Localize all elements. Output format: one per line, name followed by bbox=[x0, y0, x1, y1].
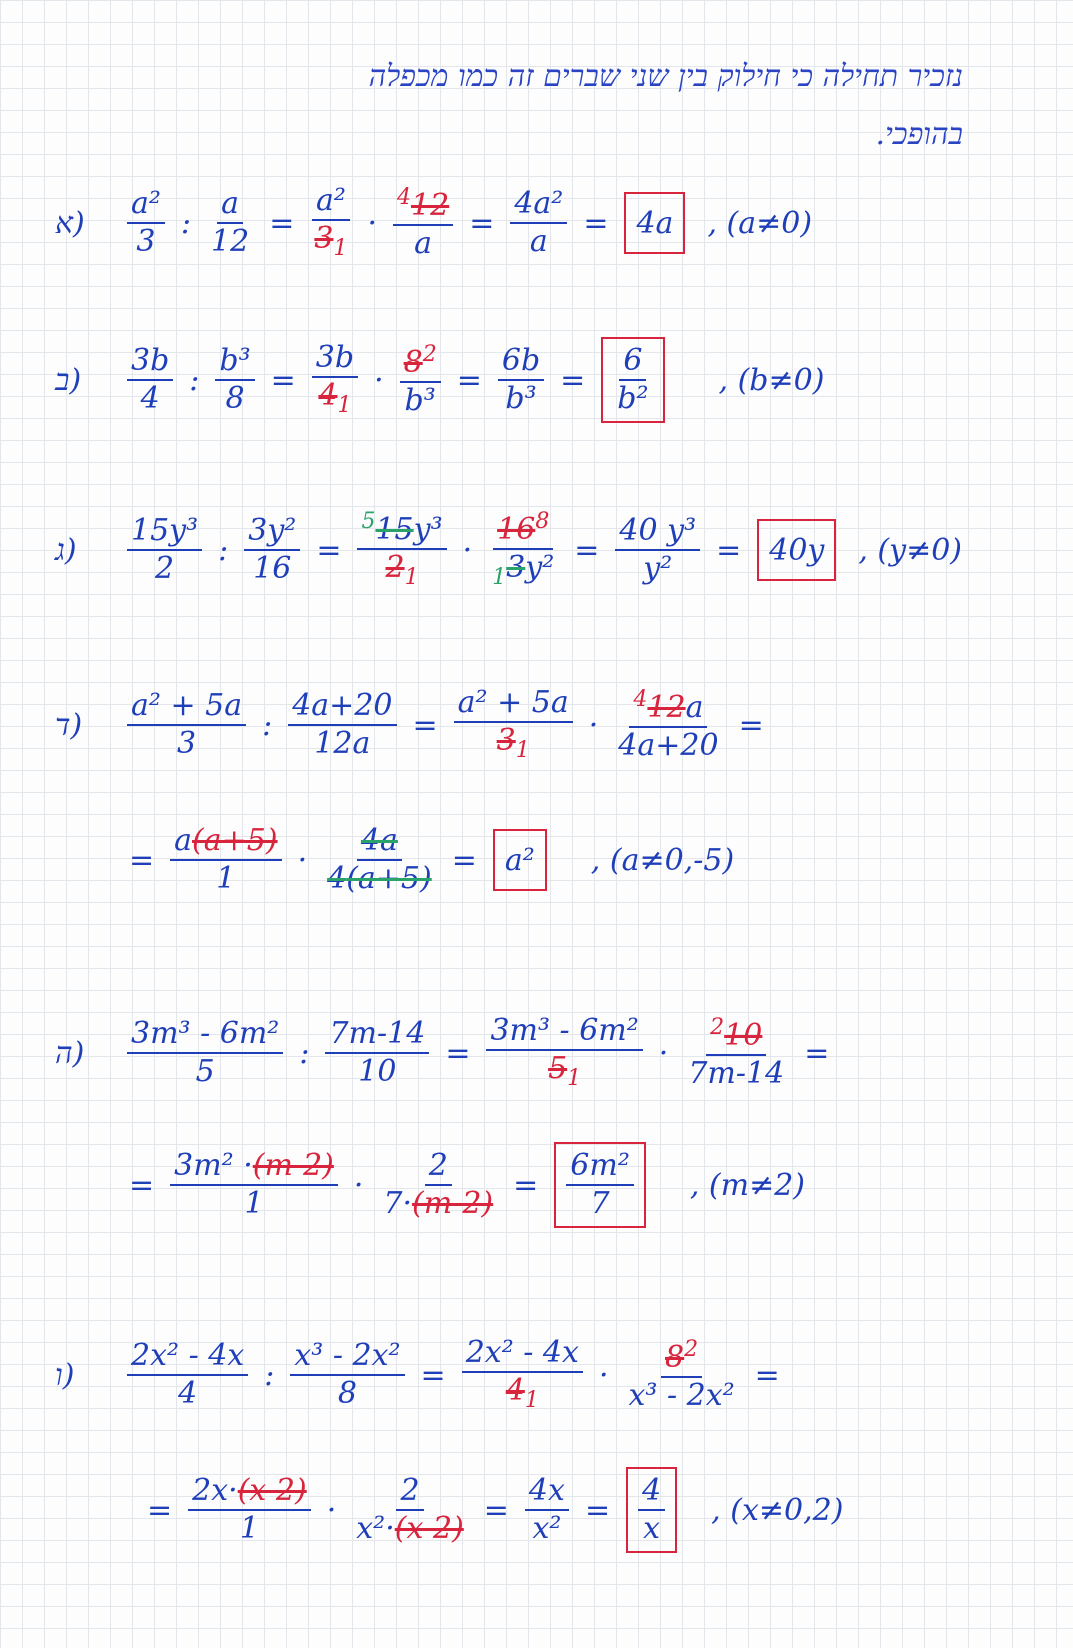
answer-box: a² bbox=[493, 829, 547, 891]
exercise-6: ו) $\frac{\text{2x² - 4x}}{4}$ : $\frac{\text{x³ - 2x²}}{8}$ = $\frac{\text{2x² - 4x}}{4_1}$ · $\frac{8^2}{\text{x³ - 2x²}}$ = bbox=[55, 1334, 780, 1414]
fraction: $\frac{2x\cdot(x-2)}{1}$ bbox=[188, 1475, 311, 1546]
condition: , (m≠2) bbox=[689, 1167, 805, 1203]
condition: , (x≠0,2) bbox=[711, 1492, 844, 1528]
exercise-5: ה) $\frac{\text{3m³ - 6m²}}{5}$ : $\frac{7m-14}{10}$ = $\frac{\text{3m³ - 6m²}}{5_1}$ · $\frac{^210}{7m-14}$ = bbox=[55, 1012, 830, 1092]
fraction: $\frac{8^2}{\text{x³ - 2x²}}$ bbox=[628, 1336, 735, 1413]
fraction: $\frac{2}{7\cdot(m-2)}$ bbox=[383, 1147, 494, 1221]
intro-line-2: בהופכי. bbox=[875, 117, 963, 152]
answer-box: $\frac{4}{x}$ bbox=[626, 1467, 677, 1554]
fraction: $\frac{3b}{4_1}$ bbox=[312, 342, 358, 418]
fraction: $\frac{\text{4a²}}{a}$ bbox=[510, 188, 567, 259]
fraction: $\frac{4a+20}{12a}$ bbox=[288, 690, 396, 761]
fraction: $\frac{3b}{4}$ bbox=[127, 345, 173, 416]
exercise-4-continued: = $\frac{a(a+5)}{1}$ · $\frac{4a}{4(a+5)}$ = a² , (a≠0,-5) bbox=[129, 822, 735, 896]
answer-box: $\frac{\text{6m²}}{7}$ bbox=[554, 1142, 646, 1229]
condition: , (a≠0,-5) bbox=[590, 842, 735, 878]
exercise-1: א) $\frac{\text{a²}}{3}$ : $\frac{a}{12}$ = $\frac{\text{a²}}{3_1}$ · $\frac{^412}{a}$ = $\frac{\text{4a²}}{a}$ = 4a , (a≠0) bbox=[55, 182, 813, 262]
condition: , (y≠0) bbox=[858, 532, 963, 568]
fraction: $\frac{16^8}{_13y^2}$ bbox=[492, 508, 555, 591]
fraction: $\frac{^412}{a}$ bbox=[393, 186, 453, 261]
fraction: $\frac{\text{a²}}{3_1}$ bbox=[310, 185, 351, 261]
fraction: $\frac{7m-14}{10}$ bbox=[325, 1018, 429, 1089]
fraction: $\frac{\text{15y³}}{2}$ bbox=[127, 515, 202, 586]
condition: , (b≠0) bbox=[718, 362, 825, 398]
intro-text bbox=[63, 48, 963, 164]
fraction: $\frac{4a}{4(a+5)}$ bbox=[327, 822, 432, 896]
fraction: $\frac{a(a+5)}{1}$ bbox=[170, 825, 281, 896]
fraction: $\frac{\text{a² + 5a}}{3_1}$ bbox=[454, 687, 573, 763]
fraction: $\frac{\text{3m² ·(m-2)}}{1}$ bbox=[170, 1150, 338, 1221]
fraction: $\frac{\text{a² + 5a}}{3}$ bbox=[127, 690, 246, 761]
fraction: $\frac{\text{b³}}{8}$ bbox=[215, 345, 254, 416]
fraction: $\frac{\text{40 y³}}{\text{y²}}$ bbox=[615, 515, 700, 586]
exercise-label: ה) bbox=[55, 1035, 85, 1071]
exercise-label: ב) bbox=[55, 362, 82, 398]
fraction: $\frac{\text{2x² - 4x}}{4_1}$ bbox=[462, 1337, 583, 1413]
exercise-label: ו) bbox=[55, 1357, 75, 1393]
condition: , (a≠0) bbox=[707, 205, 813, 241]
fraction: $\frac{^210}{7m-14}$ bbox=[688, 1014, 785, 1091]
fraction: $\frac{\text{3y²}}{16}$ bbox=[244, 515, 300, 586]
fraction: $\frac{\text{3m³ - 6m²}}{5_1}$ bbox=[486, 1015, 642, 1091]
intro-line-1: נזכיר תחילה כי חילוק בין שני שברים זה כמו מכפלה bbox=[368, 59, 963, 94]
exercise-5-continued: = $\frac{\text{3m² ·(m-2)}}{1}$ · $\frac{2}{7\cdot(m-2)}$ = $\frac{\text{6m²}}{7}$ , (m≠2) bbox=[55, 1140, 1073, 1230]
fraction: $\frac{2}{\text{x²·(x-2)}}$ bbox=[356, 1472, 464, 1546]
exercise-6-continued: = $\frac{2x\cdot(x-2)}{1}$ · $\frac{2}{\text{x²·(x-2)}}$ = $\frac{4x}{\text{x²}}$ = $\frac{4}{x}$ , (x≠0,2) bbox=[55, 1465, 1073, 1555]
exercise-label: ג) bbox=[55, 532, 77, 568]
fraction: $\frac{\text{3m³ - 6m²}}{5}$ bbox=[127, 1018, 283, 1089]
fraction: $\frac{^412a}{4a+20}$ bbox=[618, 686, 719, 763]
exercise-4: ד) $\frac{\text{a² + 5a}}{3}$ : $\frac{4a+20}{12a}$ = $\frac{\text{a² + 5a}}{3_1}$ · $\frac{^412a}{4a+20}$ = bbox=[55, 684, 764, 764]
answer-box: 40y bbox=[757, 519, 836, 581]
exercise-label: ד) bbox=[55, 707, 83, 743]
fraction: $\frac{4x}{\text{x²}}$ bbox=[525, 1475, 569, 1546]
fraction: $\frac{^515y^3}{2_1}$ bbox=[357, 510, 446, 590]
fraction: $\frac{\text{x³ - 2x²}}{8}$ bbox=[290, 1340, 404, 1411]
fraction: $\frac{6b}{\text{b³}}$ bbox=[498, 345, 544, 416]
exercise-3: ג) $\frac{\text{15y³}}{2}$ : $\frac{\text{3y²}}{16}$ = $\frac{^515y^3}{2_1}$ · $\frac{16^8}{_13y^2}$ = $\frac{\text{40 y³}}{\text{y²}}$ = 40y , (y≠0) bbox=[55, 508, 963, 591]
fraction: $\frac{\text{2x² - 4x}}{4}$ bbox=[127, 1340, 248, 1411]
fraction: $\frac{8^2}{\text{b³}}$ bbox=[400, 343, 441, 418]
exercise-2: ב) $\frac{3b}{4}$ : $\frac{\text{b³}}{8}$ = $\frac{3b}{4_1}$ · $\frac{8^2}{\text{b³}}$ = $\frac{6b}{\text{b³}}$ = $\frac{6}{\text{b²}}$ , (b≠0) bbox=[55, 335, 1045, 425]
answer-box: 4a bbox=[624, 192, 685, 254]
exercise-label: א) bbox=[55, 205, 85, 241]
fraction: $\frac{\text{a²}}{3}$ bbox=[127, 188, 165, 259]
fraction: $\frac{a}{12}$ bbox=[211, 185, 250, 259]
answer-box: $\frac{6}{\text{b²}}$ bbox=[601, 337, 664, 424]
